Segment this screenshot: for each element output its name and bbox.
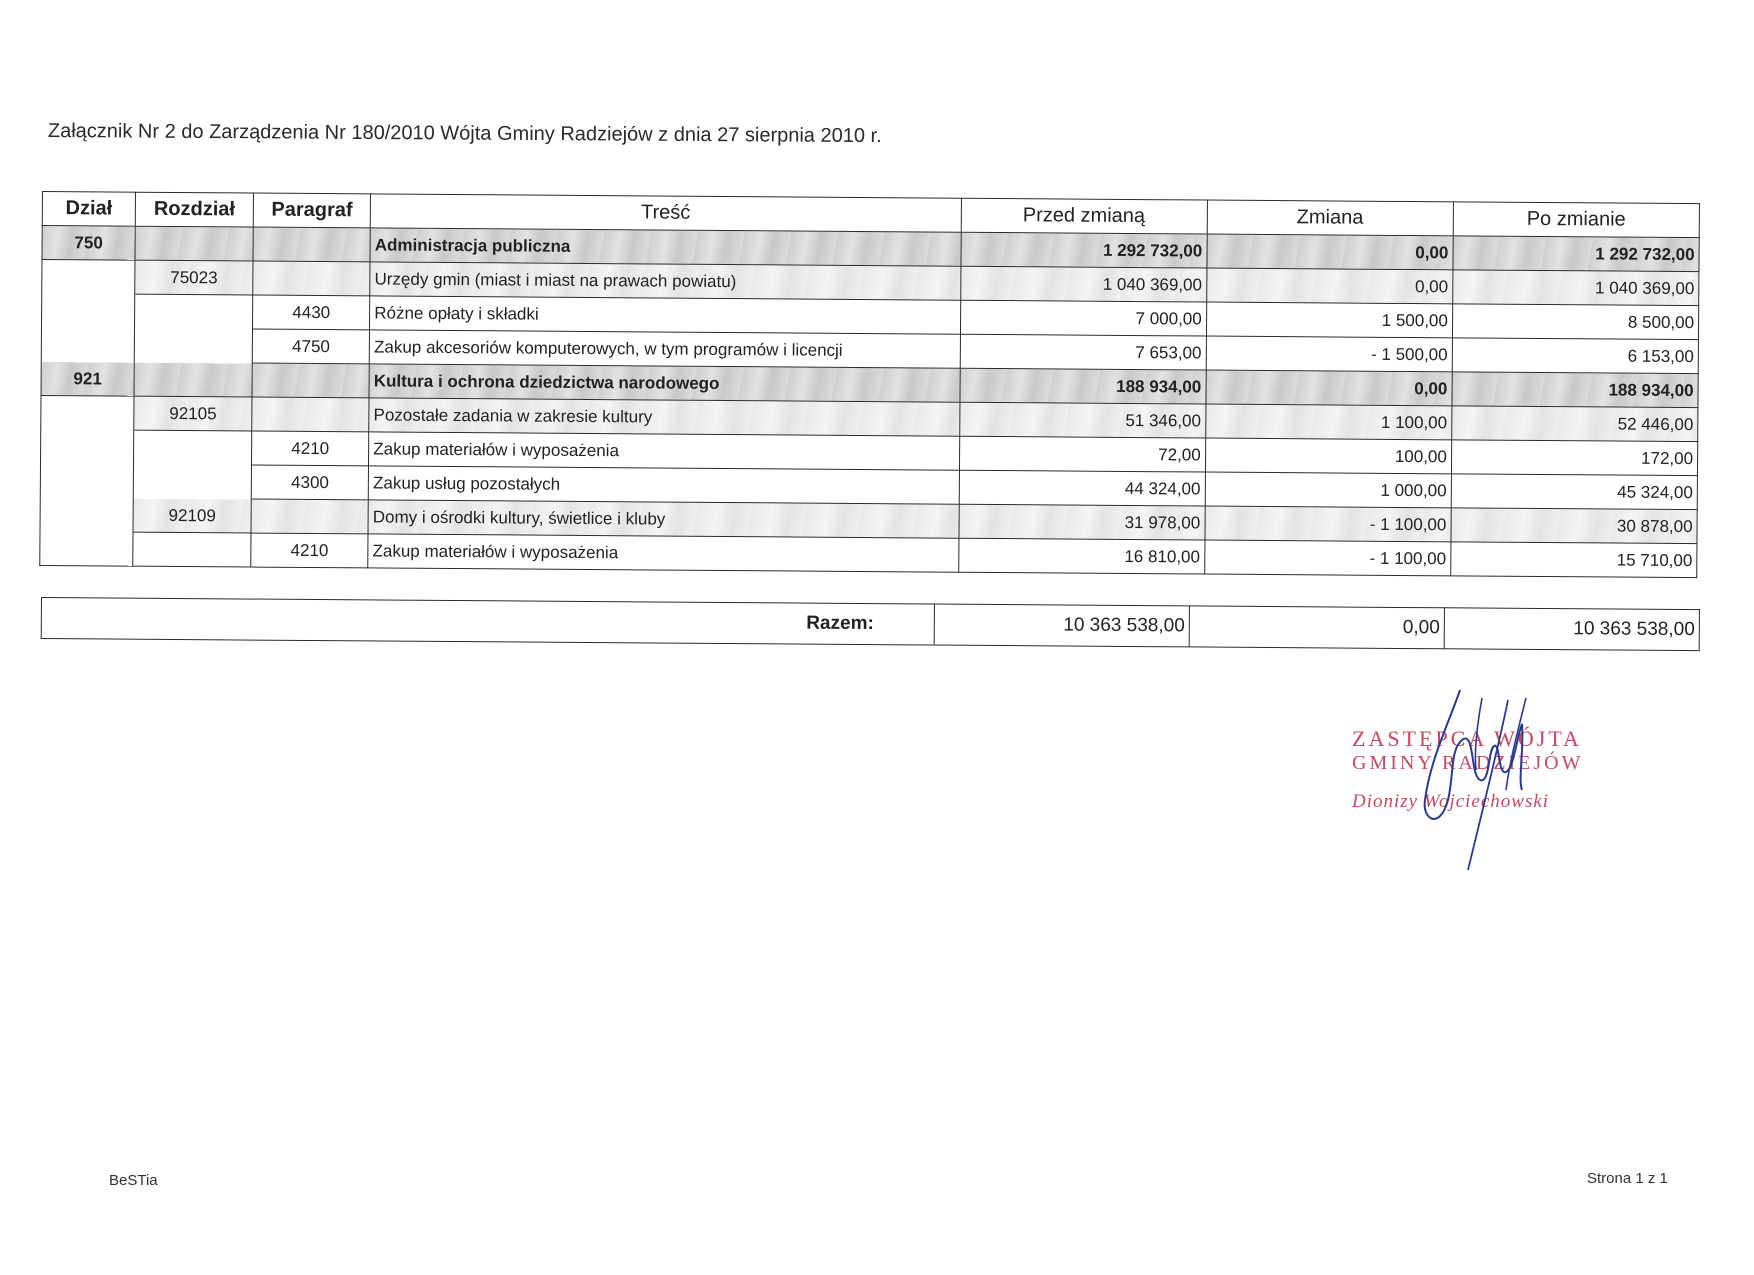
cell-po-zmianie: 188 934,00 <box>1452 372 1698 408</box>
cell-przed-zmiana: 7 000,00 <box>960 300 1206 336</box>
cell-zmiana: - 1 100,00 <box>1205 506 1451 542</box>
total-label: Razem: <box>41 598 934 646</box>
cell-tresc: Różne opłaty i składki <box>370 296 961 334</box>
cell-rozdzial <box>134 362 252 397</box>
header-rozdzial: Rozdział <box>135 192 253 227</box>
total-przed-zmiana: 10 363 538,00 <box>934 604 1189 647</box>
total-po-zmianie: 10 363 538,00 <box>1444 608 1699 651</box>
cell-zmiana: 100,00 <box>1205 438 1451 474</box>
handwritten-signature <box>1390 680 1570 880</box>
cell-rozdzial <box>133 532 251 567</box>
cell-rozdzial <box>134 430 252 465</box>
total-zmiana: 0,00 <box>1189 606 1444 649</box>
cell-zmiana: 1 500,00 <box>1206 302 1452 338</box>
cell-dzial <box>40 531 133 566</box>
cell-paragraf: 4300 <box>251 465 368 500</box>
cell-zmiana: 0,00 <box>1206 268 1452 304</box>
cell-po-zmianie: 6 153,00 <box>1452 338 1698 374</box>
cell-przed-zmiana: 51 346,00 <box>959 402 1205 438</box>
cell-rozdzial <box>135 226 253 261</box>
cell-tresc: Pozostałe zadania w zakresie kultury <box>369 398 960 436</box>
header-tresc: Treść <box>370 194 961 232</box>
cell-dzial <box>41 395 134 430</box>
cell-rozdzial <box>134 328 252 363</box>
cell-przed-zmiana: 7 653,00 <box>960 334 1206 370</box>
cell-zmiana: - 1 100,00 <box>1204 540 1450 576</box>
header-po-zmianie: Po zmianie <box>1453 202 1699 238</box>
cell-po-zmianie: 52 446,00 <box>1452 406 1698 442</box>
cell-przed-zmiana: 31 978,00 <box>958 504 1204 540</box>
header-paragraf: Paragraf <box>253 193 370 228</box>
cell-paragraf <box>252 363 369 398</box>
budget-table <box>39 191 1700 578</box>
cell-tresc: Zakup materiałów i wyposażenia <box>368 534 959 572</box>
cell-rozdzial <box>133 464 251 499</box>
cell-dzial <box>41 429 134 464</box>
cell-zmiana: 1 100,00 <box>1205 404 1451 440</box>
cell-po-zmianie: 15 710,00 <box>1451 542 1697 578</box>
cell-przed-zmiana: 72,00 <box>959 436 1205 472</box>
cell-przed-zmiana: 1 292 732,00 <box>960 232 1206 268</box>
cell-tresc: Zakup akcesoriów komputerowych, w tym programów i licencji <box>369 330 960 368</box>
cell-po-zmianie: 30 878,00 <box>1451 508 1697 544</box>
cell-zmiana: 1 000,00 <box>1205 472 1451 508</box>
cell-rozdzial: 75023 <box>135 260 253 295</box>
cell-paragraf <box>253 227 370 262</box>
cell-przed-zmiana: 16 810,00 <box>958 538 1204 574</box>
cell-tresc: Administracja publiczna <box>370 228 961 266</box>
cell-dzial: 921 <box>41 361 134 396</box>
cell-tresc: Domy i ośrodki kultury, świetlice i kluby <box>368 500 959 538</box>
cell-rozdzial <box>135 294 253 329</box>
footer-software-name: BeSTia <box>109 1172 158 1189</box>
cell-tresc: Kultura i ochrona dziedzictwa narodowego <box>369 364 960 402</box>
cell-dzial <box>41 328 134 363</box>
cell-przed-zmiana: 1 040 369,00 <box>960 266 1206 302</box>
header-zmiana: Zmiana <box>1207 200 1453 236</box>
cell-przed-zmiana: 188 934,00 <box>959 368 1205 404</box>
cell-paragraf: 4210 <box>251 533 368 568</box>
cell-tresc: Urzędy gmin (miast i miast na prawach powiatu) <box>370 262 961 300</box>
stamp-line-office: GMINY RADZIEJÓW <box>1352 752 1584 774</box>
cell-zmiana: - 1 500,00 <box>1206 336 1452 372</box>
cell-tresc: Zakup usług pozostałych <box>368 466 959 504</box>
cell-paragraf <box>251 499 368 534</box>
cell-dzial <box>41 294 134 329</box>
cell-rozdzial: 92105 <box>134 396 252 431</box>
cell-paragraf <box>252 397 369 432</box>
document-title: Załącznik Nr 2 do Zarządzenia Nr 180/2010 Wójta Gminy Radziejów z dnia 27 sierpnia 2010 r. <box>47 120 882 148</box>
header-przed-zmiana: Przed zmianą <box>961 198 1207 234</box>
cell-zmiana: 0,00 <box>1207 234 1453 270</box>
stamp-line-name: Dionizy Wojciechowski <box>1352 791 1550 812</box>
cell-zmiana: 0,00 <box>1206 370 1452 406</box>
total-row <box>41 597 1700 651</box>
cell-dzial: 750 <box>42 226 135 261</box>
cell-paragraf <box>253 261 370 296</box>
cell-po-zmianie: 8 500,00 <box>1452 304 1698 340</box>
table-body <box>40 226 1699 578</box>
cell-dzial <box>40 497 133 532</box>
cell-przed-zmiana: 44 324,00 <box>959 470 1205 506</box>
cell-paragraf: 4210 <box>252 431 369 466</box>
cell-po-zmianie: 45 324,00 <box>1451 474 1697 510</box>
cell-paragraf: 4750 <box>252 329 369 364</box>
cell-tresc: Zakup materiałów i wyposażenia <box>369 432 960 470</box>
header-dzial: Dział <box>42 192 135 227</box>
stamp-line-title: ZASTĘPCA WÓJTA <box>1352 726 1582 751</box>
cell-paragraf: 4430 <box>253 295 370 330</box>
cell-po-zmianie: 1 292 732,00 <box>1453 236 1699 272</box>
cell-rozdzial: 92109 <box>133 498 251 533</box>
cell-po-zmianie: 1 040 369,00 <box>1453 270 1699 306</box>
cell-dzial <box>42 260 135 295</box>
cell-po-zmianie: 172,00 <box>1451 440 1697 476</box>
footer-page-number: Strona 1 z 1 <box>1587 1170 1668 1187</box>
cell-dzial <box>40 463 133 498</box>
